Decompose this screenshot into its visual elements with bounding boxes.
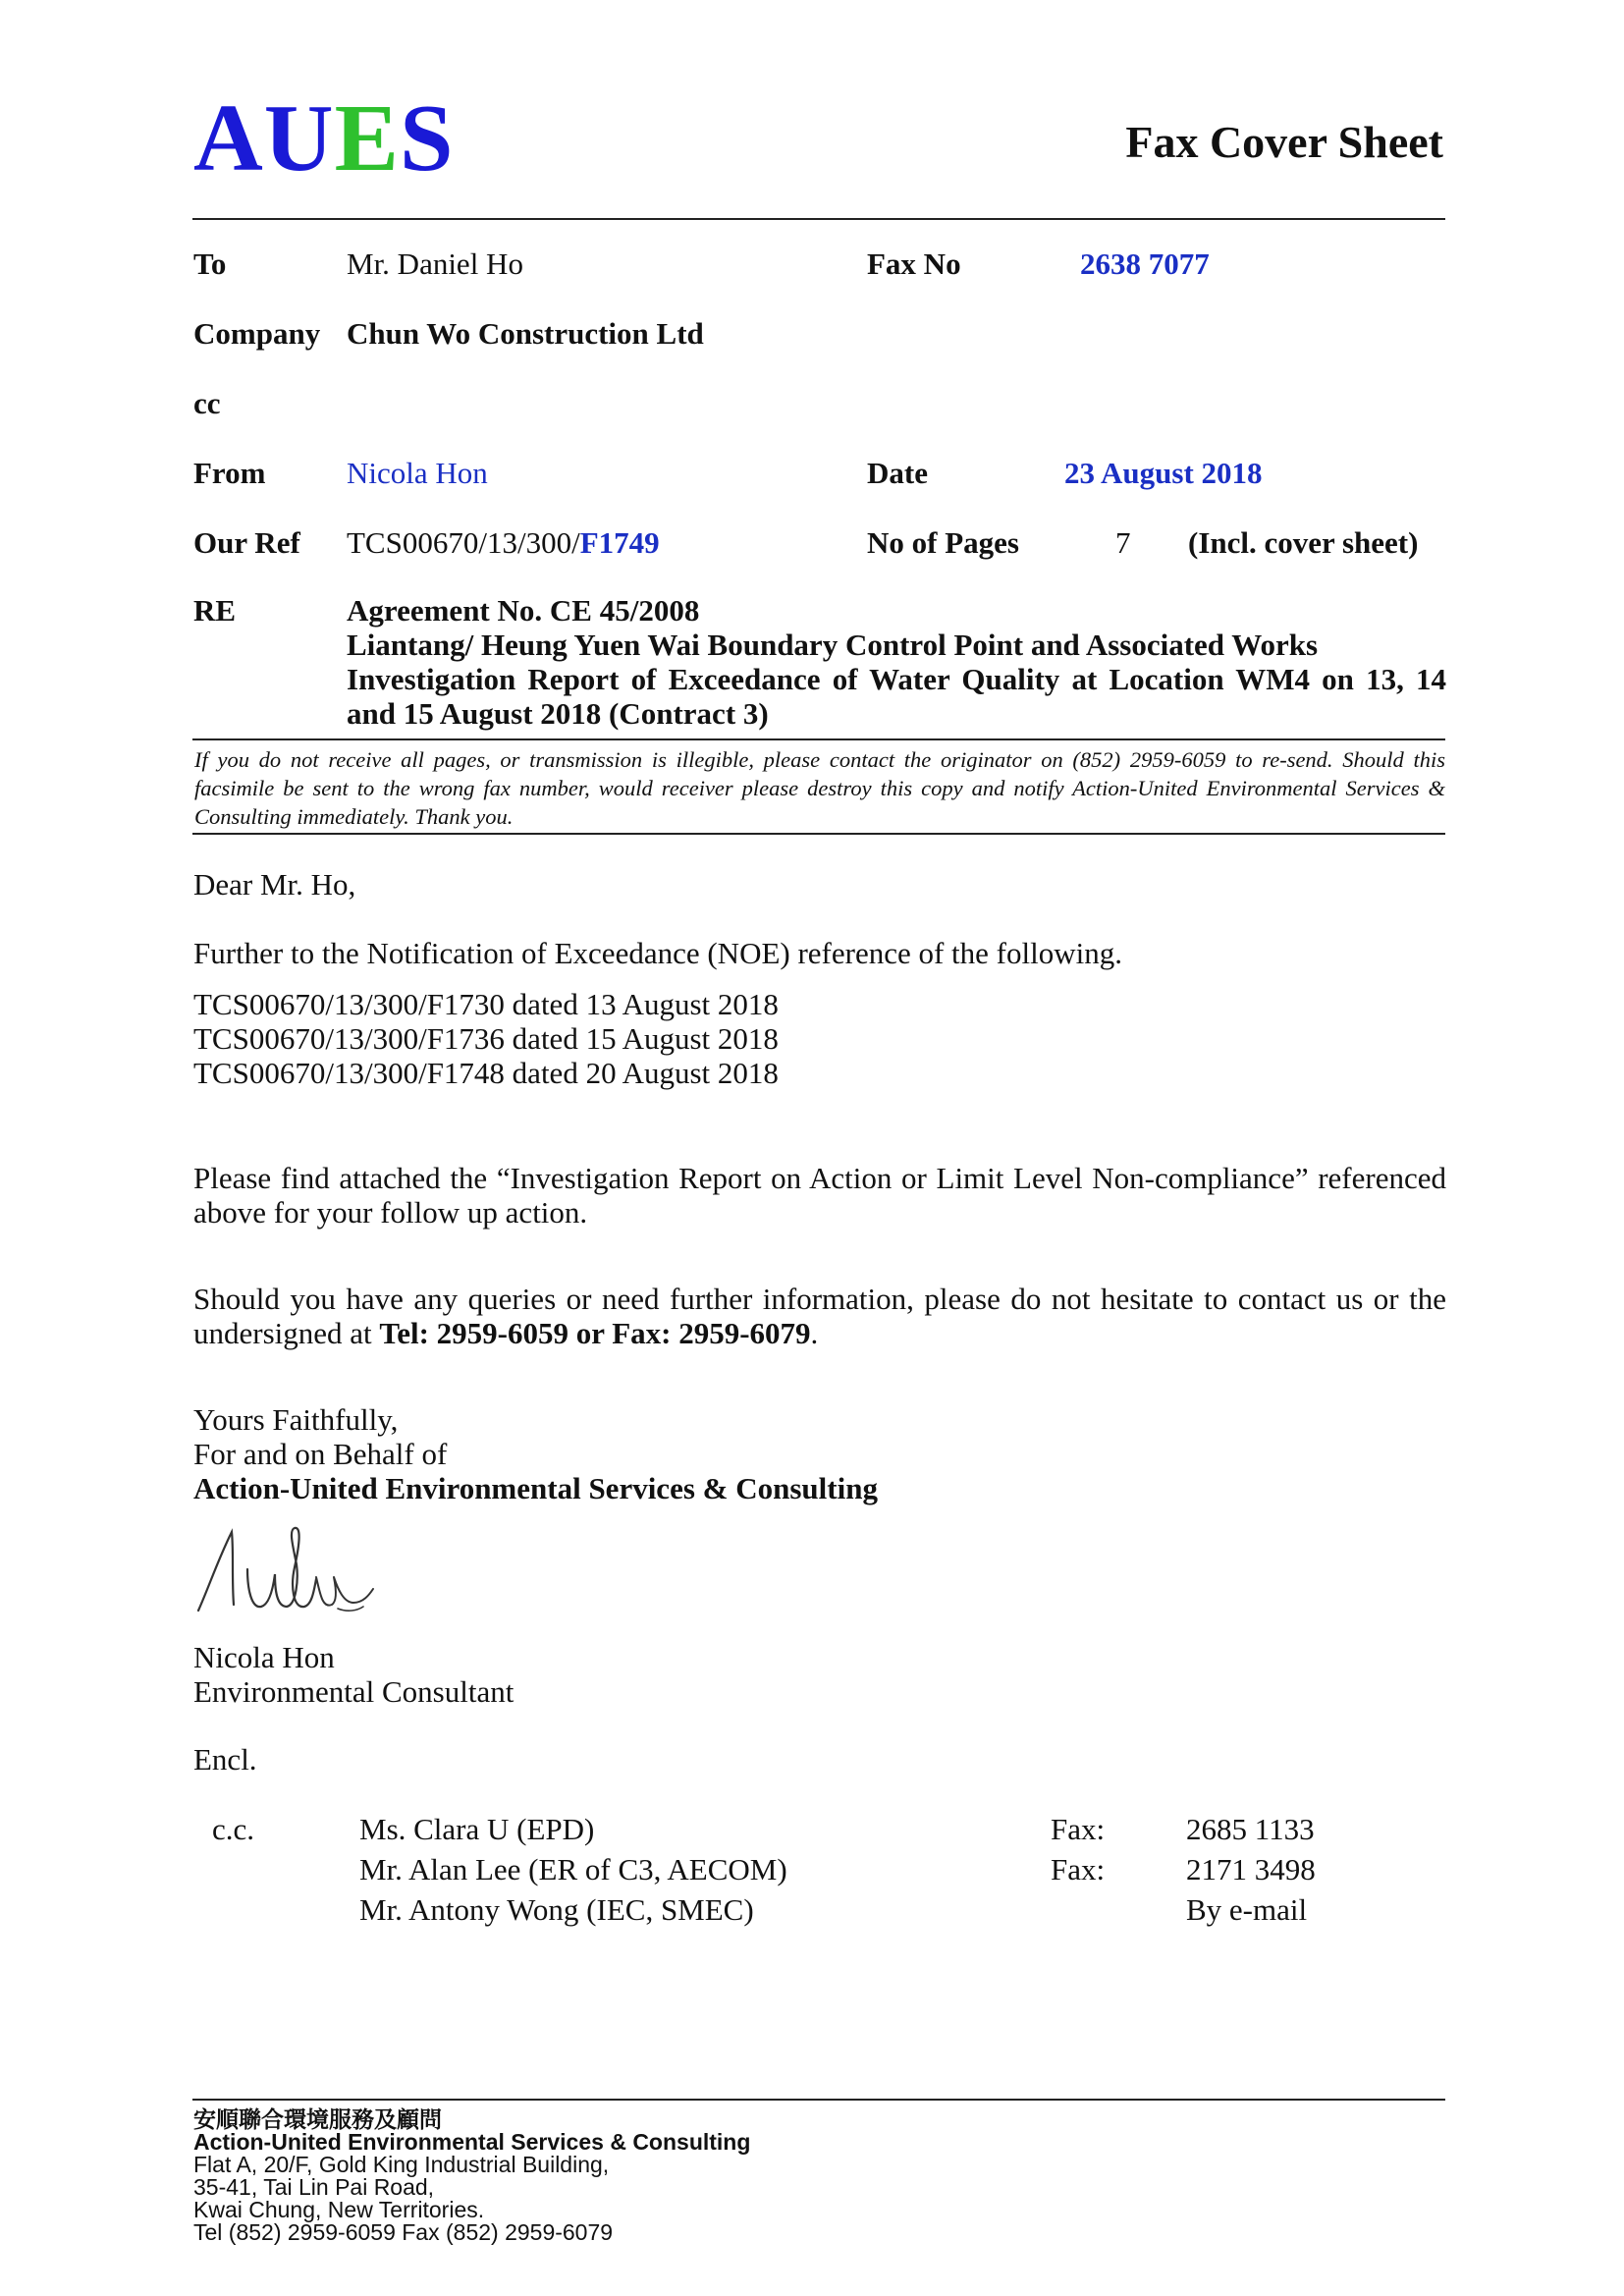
footer-address-block bbox=[193, 2108, 750, 2244]
closing-block bbox=[193, 1402, 878, 1505]
our-ref-suffix: F1749 bbox=[579, 525, 660, 560]
noe-reference-item: TCS00670/13/300/F1748 dated 20 August 2018 bbox=[193, 1056, 779, 1090]
enclosure-label: Encl. bbox=[193, 1742, 257, 1777]
our-ref-label: Our Ref bbox=[193, 525, 300, 560]
date-label: Date bbox=[867, 456, 928, 490]
noe-reference-item: TCS00670/13/300/F1730 dated 13 August 2018 bbox=[193, 987, 779, 1021]
contact-text: Should you have any queries or need further information, please do not hesitate to contact us or the undersigned at bbox=[193, 1282, 1446, 1350]
company-label: Company bbox=[193, 316, 321, 351]
footer-contact: Tel (852) 2959-6059 Fax (852) 2959-6079 bbox=[193, 2219, 614, 2245]
our-ref-value bbox=[347, 525, 660, 561]
re-line-report: Investigation Report of Exceedance of Water Quality at Location WM4 on 13, 14 and 15 August 2018 (Contract 3) bbox=[347, 662, 1446, 731]
intro-text: Further to the Notification of Exceedance (NOE) reference of the following. bbox=[193, 936, 1122, 970]
logo-letter-s: S bbox=[399, 85, 455, 191]
logo-letter-u: U bbox=[263, 85, 335, 191]
signer-name: Nicola Hon bbox=[193, 1640, 335, 1674]
signature-image bbox=[190, 1520, 416, 1628]
contact-end: . bbox=[810, 1316, 819, 1350]
cc-label: cc bbox=[193, 386, 221, 420]
pages-value: 7 bbox=[1115, 525, 1131, 560]
our-ref-prefix: TCS00670/13/300/ bbox=[347, 525, 580, 560]
footer-address-line: 35-41, Tai Lin Pai Road, bbox=[193, 2174, 435, 2200]
header-divider bbox=[192, 218, 1445, 220]
cc-row-fax: By e-mail bbox=[1186, 1892, 1308, 1927]
footer-chinese-name: 安順聯合環境服務及顧問 bbox=[193, 2106, 442, 2132]
document-title: Fax Cover Sheet bbox=[1125, 117, 1443, 167]
cc-row-fax-label: Fax: bbox=[1051, 1852, 1106, 1886]
pages-label: No of Pages bbox=[867, 525, 1019, 560]
cc-row-name: Ms. Clara U (EPD) bbox=[359, 1812, 595, 1846]
fax-no-label: Fax No bbox=[867, 246, 961, 281]
organization-name: Action-United Environmental Services & Consulting bbox=[193, 1471, 878, 1505]
footer-divider bbox=[192, 2099, 1445, 2101]
footer-company: Action-United Environmental Services & Consulting bbox=[193, 2129, 751, 2155]
attached-report-paragraph: Please find attached the “Investigation Report on Action or Limit Level Non-compliance” referenced above for your follow up action. bbox=[193, 1161, 1446, 1230]
from-value: Nicola Hon bbox=[347, 456, 488, 490]
notice-bottom-divider bbox=[192, 833, 1445, 835]
from-label: From bbox=[193, 456, 266, 490]
cc-row-fax: 2171 3498 bbox=[1186, 1852, 1316, 1886]
salutation: Dear Mr. Ho, bbox=[193, 867, 356, 902]
cc-row-name: Mr. Antony Wong (IEC, SMEC) bbox=[359, 1892, 754, 1927]
fax-no-value: 2638 7077 bbox=[1080, 246, 1210, 281]
contact-tel-fax: Tel: 2959-6059 or Fax: 2959-6079 bbox=[379, 1316, 811, 1350]
pages-note: (Incl. cover sheet) bbox=[1188, 525, 1419, 560]
contact-paragraph bbox=[193, 1282, 1446, 1350]
to-label: To bbox=[193, 246, 227, 281]
confidentiality-notice: If you do not receive all pages, or transmission is illegible, please contact the originator on (852) 2959-6059 to re-send. Should this facsimile be sent to the wrong fax number, would receiver please destroy this copy and notify Action-United Environmental Services & Consulting immediately. Thank you. bbox=[194, 747, 1445, 829]
aues-logo bbox=[193, 85, 455, 191]
cc-row-fax-label: Fax: bbox=[1051, 1812, 1106, 1846]
re-line-project: Liantang/ Heung Yuen Wai Boundary Control Point and Associated Works bbox=[347, 628, 1319, 662]
date-value: 23 August 2018 bbox=[1064, 456, 1263, 490]
signer-title: Environmental Consultant bbox=[193, 1674, 514, 1709]
noe-reference-list bbox=[193, 987, 779, 1090]
logo-letter-e: E bbox=[334, 85, 400, 191]
logo-letter-a: A bbox=[193, 85, 264, 191]
re-subject bbox=[347, 593, 1446, 731]
footer-address-line: Kwai Chung, New Territories. bbox=[193, 2197, 485, 2222]
notice-top-divider bbox=[192, 738, 1445, 740]
noe-reference-item: TCS00670/13/300/F1736 dated 15 August 2018 bbox=[193, 1021, 779, 1056]
on-behalf-of: For and on Behalf of bbox=[193, 1437, 448, 1471]
cc-row-fax: 2685 1133 bbox=[1186, 1812, 1315, 1846]
closing: Yours Faithfully, bbox=[193, 1402, 399, 1437]
cc-row-name: Mr. Alan Lee (ER of C3, AECOM) bbox=[359, 1852, 787, 1886]
to-value: Mr. Daniel Ho bbox=[347, 246, 523, 281]
re-label: RE bbox=[193, 593, 237, 628]
signer-block bbox=[193, 1640, 514, 1709]
re-line-agreement: Agreement No. CE 45/2008 bbox=[347, 593, 700, 628]
footer-address-line: Flat A, 20/F, Gold King Industrial Building, bbox=[193, 2152, 610, 2177]
cc-list-label: c.c. bbox=[212, 1812, 255, 1846]
company-value: Chun Wo Construction Ltd bbox=[347, 316, 704, 351]
